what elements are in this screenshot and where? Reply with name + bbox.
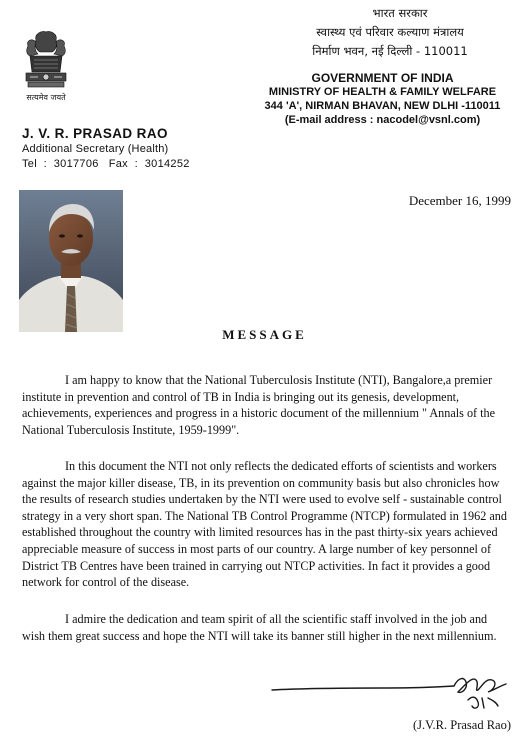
portrait-photo (19, 190, 123, 332)
sender-name: J. V. R. PRASAD RAO (22, 126, 168, 141)
svg-text:सत्यमेव जयते: सत्यमेव जयते (26, 93, 66, 102)
ministry-line-government: GOVERNMENT OF INDIA (311, 71, 454, 85)
signoff-name: (J.V.R. Prasad Rao) (412, 718, 511, 732)
message-heading: MESSAGE (222, 327, 307, 342)
national-emblem-icon (18, 30, 74, 108)
hindi-header-line-1: भारत सरकार (372, 6, 428, 20)
sender-title: Additional Secretary (Health) (22, 143, 169, 155)
message-paragraph-2: In this document the NTI not only reflects the dedicated efforts of scientists and workers against the major killer disease, TB, in its prevention on community basis but also chronicles how the results of research studies undertaken by the NTI were used to evolve self - sustainable control strategy in a very short span. The National TB Control Programme (NTCP) formulated in 1962 and established throughout the country with limited resources has in the past thirty-six years achieved appreciable measure of success in most parts of our country. A large number of key personnel of District TB Centres have been trained in carrying out NTCP activities. In fact it provides a good network for control of the disease. (22, 459, 507, 590)
ministry-line-address: 344 'A', NIRMAN BHAVAN, NEW DLHI -110011 (264, 100, 501, 112)
hindi-header-line-3: निर्माण भवन, नई दिल्ली - 110011 (312, 44, 468, 58)
ministry-line-email: (E-mail address : nacodel@vsnl.com) (284, 114, 481, 126)
handwritten-signature (268, 668, 518, 716)
letter-date: December 16, 1999 (408, 193, 511, 208)
hindi-header-line-2: स्वास्थ्य एवं परिवार कल्याण मंत्रालय (316, 25, 464, 39)
message-paragraph-1: I am happy to know that the National Tuberculosis Institute (NTI), Bangalore,a premier institute in prevention and control of TB in India is bringing out its genesis, development, achievements, experiences and progress in a historic document of the millennium " Annals of the National Tuberculosis Institute, 1959-1999". (22, 373, 496, 437)
sender-phone-fax: Tel : 3017706 Fax : 3014252 (22, 158, 190, 170)
message-paragraph-3: I admire the dedication and team spirit of all the scientific staff involved in the job and wish them great success and hope the NTI will take its banner still higher in the next millennium. (22, 612, 497, 643)
ministry-line-name: MINISTRY OF HEALTH & FAMILY WELFARE (268, 86, 497, 98)
